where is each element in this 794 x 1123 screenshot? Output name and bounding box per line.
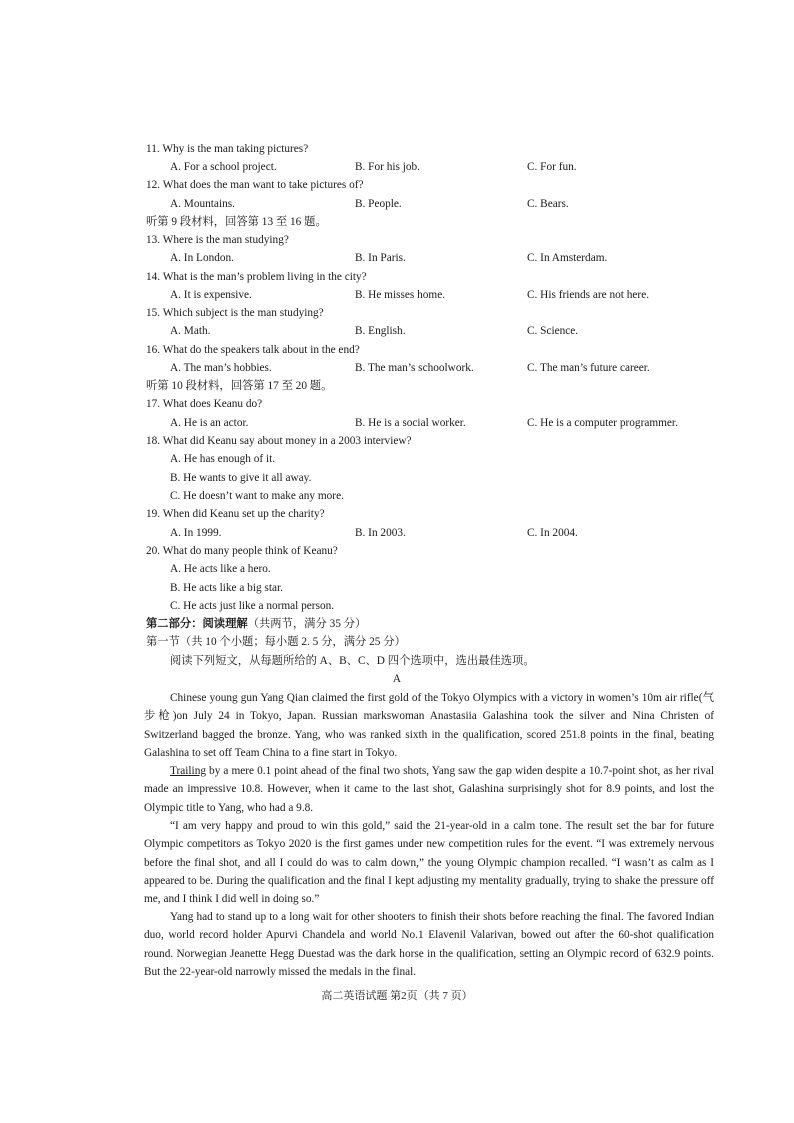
passage-paragraph-4: Yang had to stand up to a long wait for other shooters to finish their shots before reaching the final. The favored Indian duo, world record holder Apurvi Chandela and world No.1 Elavenil Valarivan, bowed out after the 60-shot qualification round. Norwegian Jeanette Hegg Duestad was the dark horse in the qualification, setting an Olympic record of 632.9 points. But the 22-year-old narrowly missed the medals in the final. [144, 911, 714, 978]
option-c: C. He doesn’t want to make any more. [170, 490, 344, 502]
part-2-note: （共两节，满分 35 分） [247, 618, 367, 630]
passage-paragraph-3: “I am very happy and proud to win this gold,” said the 21-year-old in a calm tone. The result set the bar for future Olympic competitors as Tokyo 2020 is the first games under new competition rules for the event. “I was extremely nervous before the final shot, and all I could do was to calm down,” the young Olympic champion recalled. “I wasn’t as calm as I appeared to be. During the qualification and the final I kept adjusting my mentality gradually, trying to shake the pressure off me, and I think I did well in doing so.” [144, 820, 714, 906]
passage-label: A [392, 673, 402, 685]
section-1-heading: 第一节（共 10 个小题；每小题 2. 5 分，满分 25 分） [146, 636, 406, 648]
question-14 [0, 270, 794, 285]
option-b: B. For his job. [355, 161, 420, 173]
option-c: C. In 2004. [527, 527, 578, 539]
option-a: A. It is expensive. [170, 289, 252, 301]
question-15 [0, 306, 794, 321]
part-2-heading [0, 617, 794, 632]
material-9-instruction: 听第 9 段材料，回答第 13 至 16 题。 [146, 216, 327, 228]
option-c: C. The man’s future career. [527, 362, 650, 374]
option-b: B. In Paris. [355, 252, 406, 264]
question-number: 15. [146, 307, 161, 319]
option-b: B. He misses home. [355, 289, 446, 301]
question-number: 13. [146, 234, 161, 246]
reading-directions: 阅读下列短文，从每题所给的 A、B、C、D 四个选项中，选出最佳选项。 [170, 655, 535, 667]
option-c: C. Science. [527, 325, 579, 337]
question-stem: What do the speakers talk about in the end? [162, 344, 360, 356]
option-a: A. He is an actor. [170, 417, 249, 429]
question-stem: What does Keanu do? [162, 398, 263, 410]
question-17 [0, 397, 794, 412]
option-b: B. People. [355, 198, 402, 210]
question-number: 17. [146, 398, 161, 410]
passage-paragraph-1: Chinese young gun Yang Qian claimed the first gold of the Tokyo Olympics with a victory in women’s 10m air rifle(气步枪)on July 24 in Tokyo, Japan. Russian markswoman Anastasiia Galashina took the silver and Nina Christen of Switzerland bagged the bronze. Yang, who was ranked sixth in the qualification, scored 251.8 points in the final, beating Galashina to set off Team China to a fine start in Tokyo. [144, 692, 714, 759]
option-b: B. He is a social worker. [355, 417, 466, 429]
question-13 [0, 233, 794, 248]
option-c: C. His friends are not here. [527, 289, 650, 301]
question-number: 14. [146, 271, 161, 283]
question-11 [0, 142, 794, 157]
question-stem: What is the man’s problem living in the city? [162, 271, 367, 283]
option-a: A. For a school project. [170, 161, 277, 173]
question-20 [0, 544, 794, 559]
option-a: A. He has enough of it. [170, 453, 276, 465]
paragraph-text: by a mere 0.1 point ahead of the final two shots, Yang saw the gap widen despite a 10.7-point shot, as her rival made an impressive 10.8. However, when it came to the last shot, Galashina surprisingly shot for 8.9 points, and lost the Olympic title to Yang, who had a 9.8. [144, 765, 714, 814]
option-b: B. He wants to give it all away. [170, 472, 312, 484]
option-a: A. Mountains. [170, 198, 235, 210]
question-number: 20. [146, 545, 161, 557]
option-a: A. The man’s hobbies. [170, 362, 272, 374]
question-stem: What do many people think of Keanu? [162, 545, 338, 557]
option-c: C. In Amsterdam. [527, 252, 608, 264]
question-number: 16. [146, 344, 161, 356]
option-c: C. For fun. [527, 161, 577, 173]
question-stem: Which subject is the man studying? [162, 307, 324, 319]
question-number: 19. [146, 508, 161, 520]
question-stem: When did Keanu set up the charity? [162, 508, 325, 520]
option-b: B. The man’s schoolwork. [355, 362, 474, 374]
page-footer: 高二英语试题 第2页（共 7 页） [321, 990, 473, 1002]
question-stem: What does the man want to take pictures of? [162, 179, 364, 191]
option-b: B. He acts like a big star. [170, 582, 283, 594]
option-a: A. Math. [170, 325, 211, 337]
option-b: B. English. [355, 325, 406, 337]
question-stem: Where is the man studying? [162, 234, 289, 246]
option-c: C. He acts just like a normal person. [170, 600, 335, 612]
material-10-instruction: 听第 10 段材料，回答第 17 至 20 题。 [146, 380, 333, 392]
option-c: C. Bears. [527, 198, 569, 210]
question-12 [0, 178, 794, 193]
underlined-word: Trailing [170, 765, 206, 777]
option-c: C. He is a computer programmer. [527, 417, 678, 429]
passage-paragraph-2 [144, 762, 714, 817]
option-a: A. In London. [170, 252, 235, 264]
question-18 [0, 434, 794, 449]
question-stem: What did Keanu say about money in a 2003 interview? [162, 435, 412, 447]
question-number: 12. [146, 179, 161, 191]
option-b: B. In 2003. [355, 527, 406, 539]
question-number: 11. [146, 143, 160, 155]
part-2-title: 第二部分：阅读理解 [146, 618, 248, 630]
question-number: 18. [146, 435, 161, 447]
question-stem: Why is the man taking pictures? [162, 143, 309, 155]
option-a: A. He acts like a hero. [170, 563, 271, 575]
question-16 [0, 343, 794, 358]
option-a: A. In 1999. [170, 527, 222, 539]
question-19 [0, 507, 794, 522]
